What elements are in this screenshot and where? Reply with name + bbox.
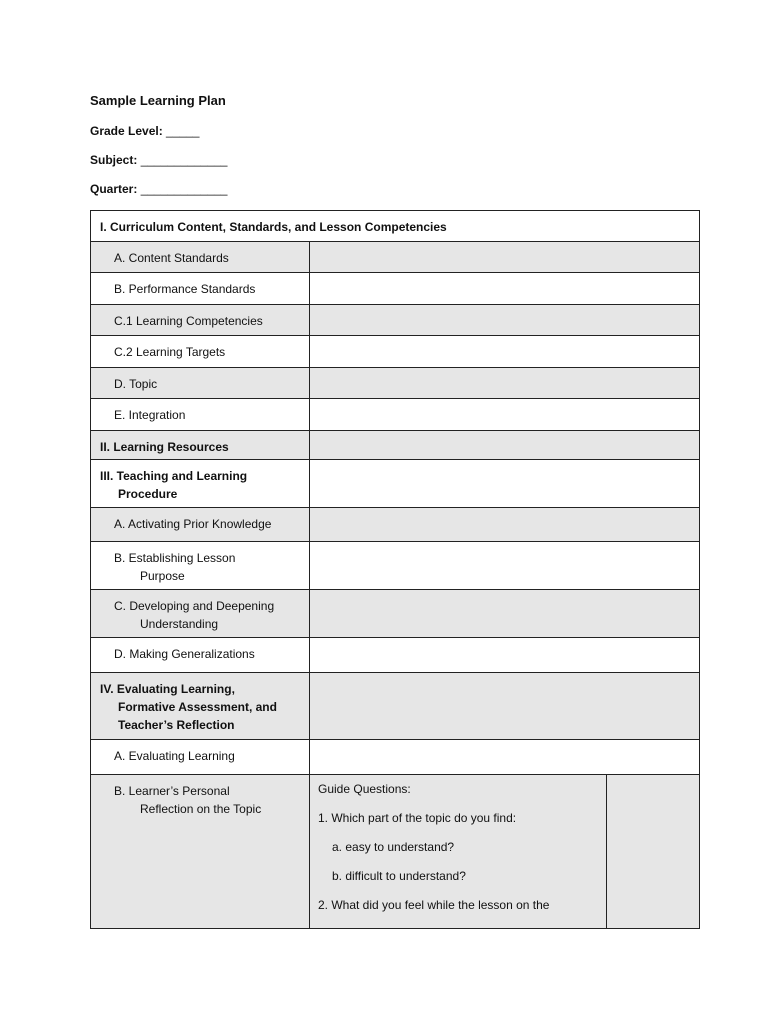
table-row [91,368,700,399]
reflection-line-2: Reflection on the Topic [140,802,262,816]
section-heading-cell [91,211,700,242]
row-label-cell [91,508,310,542]
learning-competencies-entry[interactable] [310,305,700,336]
establishing-line-1: B. Establishing Lesson [114,551,236,565]
guide-question-1b: b. difficult to understand? [332,869,466,883]
grade-level-label: Grade Level: [90,124,163,138]
integration-entry[interactable] [310,399,700,431]
table-row [91,638,700,673]
quarter-field [90,182,227,196]
row-label-cell [91,273,310,305]
row-label-cell [91,305,310,336]
table-row [91,242,700,273]
activating-prior-knowledge-label: A. Activating Prior Knowledge [114,517,272,531]
guide-questions [310,775,606,914]
developing-understanding-label [91,590,309,633]
making-generalizations-entry[interactable] [310,638,700,673]
guide-questions-cell [310,775,607,929]
table-row [91,673,700,740]
row-label-cell [91,638,310,673]
establishing-purpose-label [91,542,309,585]
table-row [91,460,700,508]
activating-prior-knowledge-entry[interactable] [310,508,700,542]
reflection-answer-cell[interactable] [607,775,700,929]
table-row [91,740,700,775]
section-3-line-2: Procedure [118,487,178,501]
guide-question-1a: a. easy to understand? [332,840,455,854]
subject-label: Subject: [90,153,138,167]
section-4-line-1: IV. Evaluating Learning, [100,682,235,696]
row-label-cell [91,673,310,740]
topic-entry[interactable] [310,368,700,399]
row-label-cell [91,431,310,460]
section-3-heading [91,460,309,503]
quarter-label: Quarter: [90,182,138,196]
grade-level-field [90,124,199,138]
section-4-heading [91,673,309,734]
personal-reflection-label [91,775,309,818]
learning-competencies-label: C.1 Learning Competencies [114,314,263,328]
learning-resources-entry[interactable] [310,431,700,460]
teaching-procedure-entry[interactable] [310,460,700,508]
table-row [91,775,700,929]
evaluating-learning-entry[interactable] [310,740,700,775]
section-3-line-1: III. Teaching and Learning [100,469,248,483]
evaluating-section-entry[interactable] [310,673,700,740]
reflection-line-1: B. Learner’s Personal [114,784,230,798]
table-row [91,305,700,336]
row-label-cell [91,542,310,590]
section-4-line-3: Teacher’s Reflection [118,718,235,732]
content-standards-label: A. Content Standards [114,251,229,265]
section-1-heading: I. Curriculum Content, Standards, and Lesson Competencies [100,220,447,234]
quarter-blank: _____________ [140,182,228,196]
row-label-cell [91,368,310,399]
row-label-cell [91,242,310,273]
establishing-purpose-entry[interactable] [310,542,700,590]
table-row [91,399,700,431]
subject-blank: _____________ [140,153,228,167]
establishing-line-2: Purpose [140,569,185,583]
learning-plan-table [90,210,700,929]
developing-line-2: Understanding [140,617,219,631]
document-title: Sample Learning Plan [90,93,226,108]
table-row [91,431,700,460]
grade-level-blank: _____ [166,124,200,138]
row-label-cell [91,399,310,431]
performance-standards-label: B. Performance Standards [114,282,256,296]
table-row [91,590,700,638]
topic-label: D. Topic [114,377,158,391]
table-row [91,542,700,590]
guide-question-1: 1. Which part of the topic do you find: [318,811,517,825]
section-4-line-2: Formative Assessment, and [118,700,277,714]
table-row [91,336,700,368]
row-label-cell [91,740,310,775]
performance-standards-entry[interactable] [310,273,700,305]
guide-title: Guide Questions: [318,782,411,796]
evaluating-learning-label: A. Evaluating Learning [114,749,235,763]
table-row [91,211,700,242]
making-generalizations-label: D. Making Generalizations [114,647,255,661]
table-row [91,273,700,305]
row-label-cell [91,336,310,368]
learning-targets-entry[interactable] [310,336,700,368]
subject-field [90,153,227,167]
section-2-heading: II. Learning Resources [100,440,229,454]
guide-question-2: 2. What did you feel while the lesson on the [318,898,550,912]
row-label-cell [91,460,310,508]
row-label-cell [91,590,310,638]
developing-line-1: C. Developing and Deepening [114,599,275,613]
integration-label: E. Integration [114,408,186,422]
table-row [91,508,700,542]
learning-targets-label: C.2 Learning Targets [114,345,226,359]
content-standards-entry[interactable] [310,242,700,273]
developing-understanding-entry[interactable] [310,590,700,638]
row-label-cell [91,775,310,929]
